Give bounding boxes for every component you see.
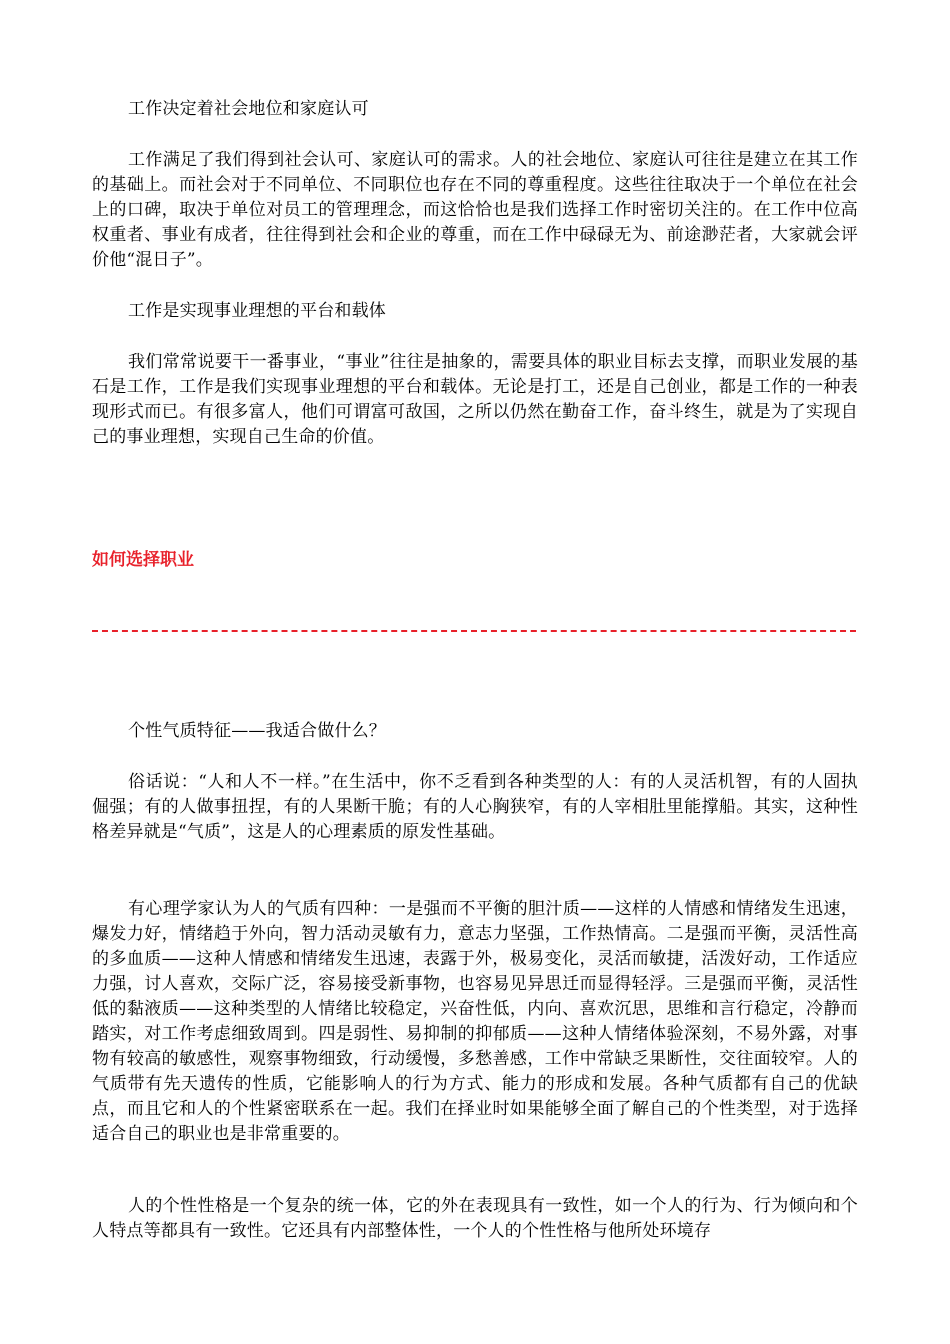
- paragraph-career-platform: 我们常常说要干一番事业，“事业”往往是抽象的，需要具体的职业目标去支撑，而职业发展的基石是工作，工作是我们实现事业理想的平台和载体。无论是打工，还是自己创业，都是工作的一种表现形式而已。有很多富人，他们可谓富可敌国，之所以仍然在勤奋工作，奋斗终生，就是为了实现自己的事业理想，实现自己生命的价值。: [92, 352, 858, 447]
- paragraph-heading-social-status: 工作决定着社会地位和家庭认可: [128, 99, 369, 119]
- paragraph-personality: 人的个性性格是一个复杂的统一体，它的外在表现具有一致性，如一个人的行为、行为倾向和个人特点等都具有一致性。它还具有内部整体性，一个人的个性性格与他所处环境存: [92, 1196, 858, 1241]
- paragraph-temperament-intro: 俗话说：“人和人不一样。”在生活中，你不乏看到各种类型的人：有的人灵活机智，有的人固执倔强；有的人做事扭捏，有的人果断干脆；有的人心胸狭窄，有的人宰相肚里能撑船。其实，这种性格差异就是“气质”，这是人的心理素质的原发性基础。: [92, 772, 858, 842]
- paragraph-heading-temperament: 个性气质特征——我适合做什么？: [128, 721, 386, 741]
- section-title: 如何选择职业: [92, 550, 194, 570]
- paragraph-heading-career-platform: 工作是实现事业理想的平台和载体: [128, 301, 386, 321]
- paragraph-social-status: 工作满足了我们得到社会认可、家庭认可的需求。人的社会地位、家庭认可往往是建立在其工作的基础上。而社会对于不同单位、不同职位也存在不同的尊重程度。这些往往取决于一个单位在社会上的口碑，取决于单位对员工的管理理念，而这恰恰也是我们选择工作时密切关注的。在工作中位高权重者、事业有成者，往往得到社会和企业的尊重，而在工作中碌碌无为、前途渺茫者，大家就会评价他“混日子”。: [92, 150, 858, 270]
- section-divider: [92, 630, 856, 632]
- paragraph-four-temperaments: 有心理学家认为人的气质有四种：一是强而不平衡的胆汁质——这样的人情感和情绪发生迅速，爆发力好，情绪趋于外向，智力活动灵敏有力，意志力坚强，工作热情高。二是强而平衡，灵活性高的多血质——这种人情感和情绪发生迅速，表露于外，极易变化，灵活而敏捷，活泼好动，工作适应力强，讨人喜欢，交际广泛，容易接受新事物，也容易见异思迁而显得轻浮。三是强而平衡，灵活性低的黏液质——这种类型的人情绪比较稳定，兴奋性低，内向、喜欢沉思，思维和言行稳定，冷静而踏实，对工作考虑细致周到。四是弱性、易抑制的抑郁质——这种人情绪体验深刻，不易外露，对事物有较高的敏感性，观察事物细致，行动缓慢，多愁善感，工作中常缺乏果断性，交往面较窄。人的气质带有先天遗传的性质，它能影响人的行为方式、能力的形成和发展。各种气质都有自己的优缺点，而且它和人的个性紧密联系在一起。我们在择业时如果能够全面了解自己的个性类型，对于选择适合自己的职业也是非常重要的。: [92, 899, 858, 1144]
